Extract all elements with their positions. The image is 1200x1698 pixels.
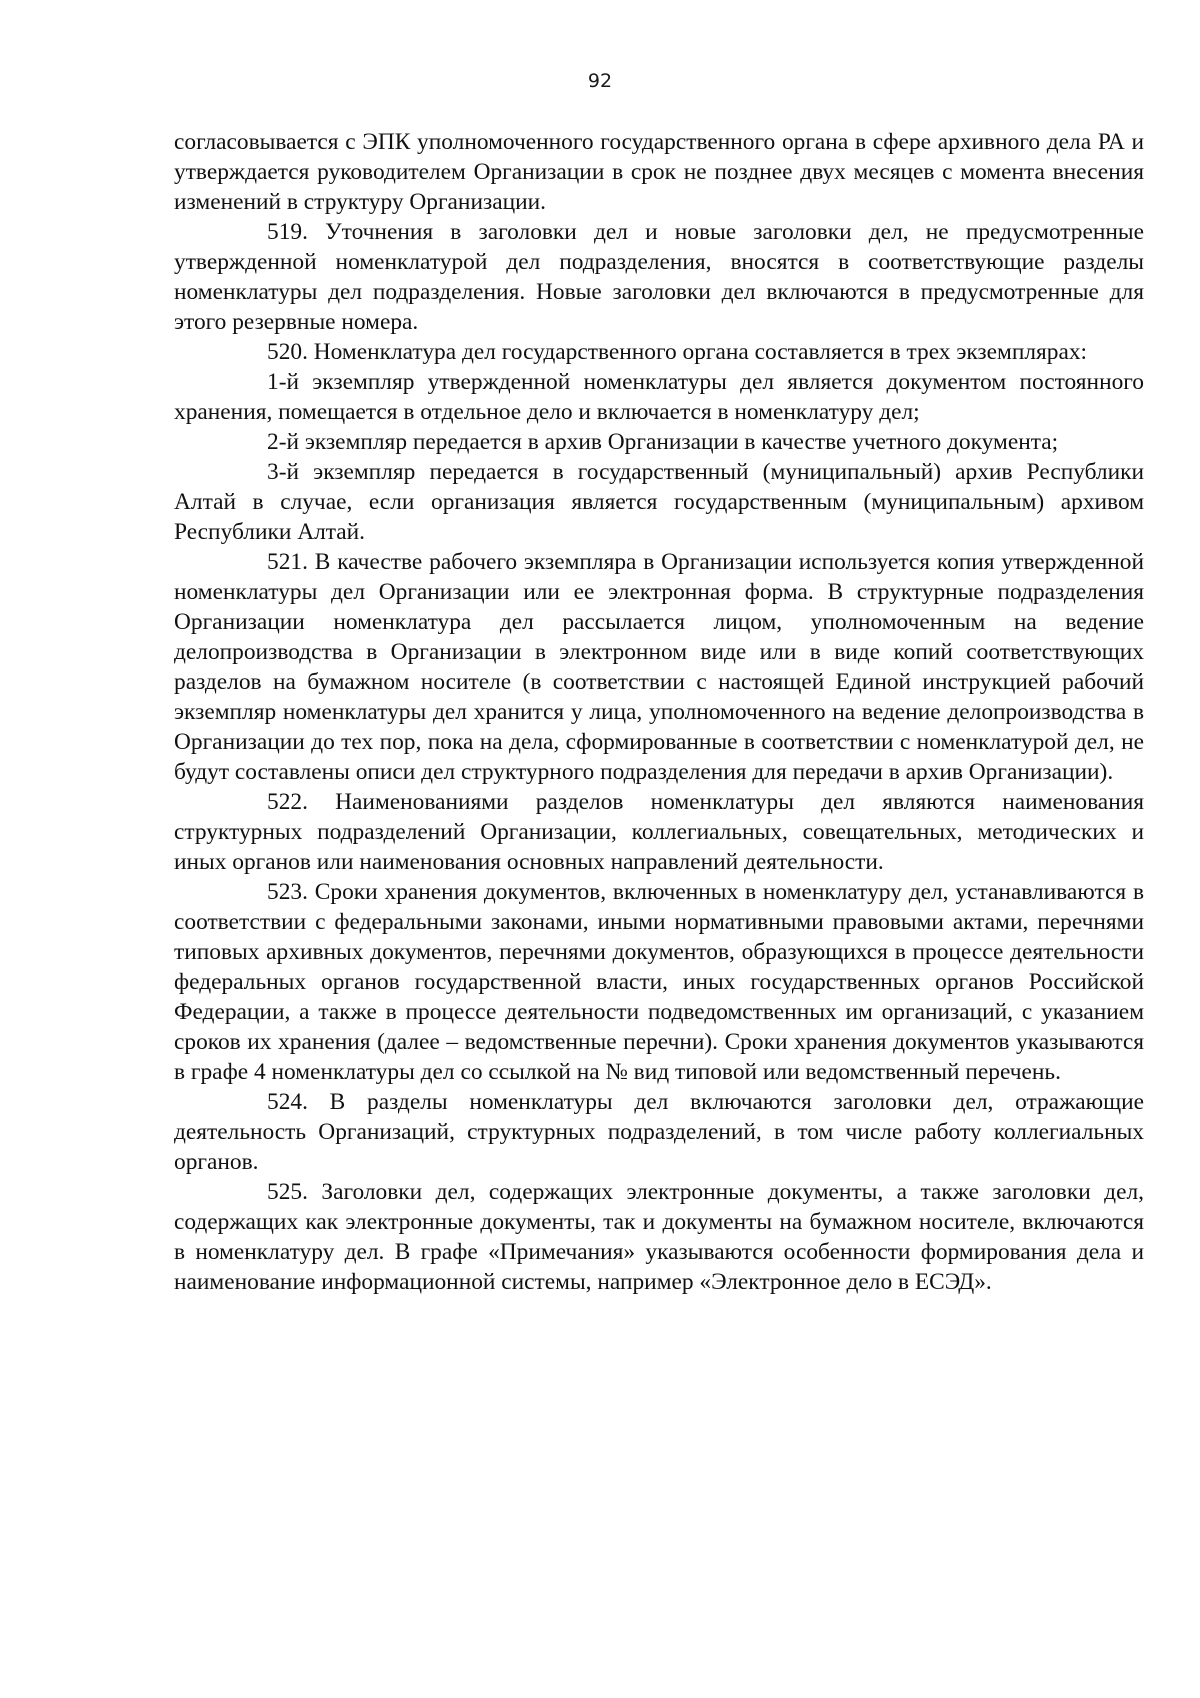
document-body <box>174 127 1144 1297</box>
paragraph-520: 520. Номенклатура дел государственного органа составляется в трех экземплярах: <box>267 339 1088 365</box>
paragraph-520-copy-2: 2-й экземпляр передается в архив Организации в качестве учетного документа; <box>267 429 1059 455</box>
paragraph-519: 519. Уточнения в заголовки дел и новые заголовки дел, не предусмотренные утвержденной номенклатурой дел подразделения, вносятся в соответствующие разделы номенклатуры дел подразделения. Новые заголовки дел включаются в предусмотренные для этого резервные номера. <box>174 219 1144 335</box>
paragraph-521: 521. В качестве рабочего экземпляра в Организации используется копия утвержденной номенклатуры дел Организации или ее электронная форма. В структурные подразделения Организации номенклатура дел рассылается лицом, уполномоченным на ведение делопроизводства в Организации в электронном виде или в виде копий соответствующих разделов на бумажном носителе (в соответствии с настоящей Единой инструкцией рабочий экземпляр номенклатуры дел хранится у лица, уполномоченного на ведение делопроизводства в Организации до тех пор, пока на дела, сформированные в соответствии с номенклатурой дел, не будут составлены описи дел структурного подразделения для передачи в архив Организации). <box>174 549 1144 785</box>
paragraph-520-copy-1: 1-й экземпляр утвержденной номенклатуры дел является документом постоянного хранения, помещается в отдельное дело и включается в номенклатуру дел; <box>174 369 1144 425</box>
paragraph-520-copy-3: 3-й экземпляр передается в государственный (муниципальный) архив Республики Алтай в случае, если организация является государственным (муниципальным) архивом Республики Алтай. <box>174 459 1144 545</box>
paragraph-522: 522. Наименованиями разделов номенклатуры дел являются наименования структурных подразделений Организации, коллегиальных, совещательных, методических и иных органов или наименования основных направлений деятельности. <box>174 789 1144 875</box>
paragraph-524: 524. В разделы номенклатуры дел включаются заголовки дел, отражающие деятельность Организаций, структурных подразделений, в том числе работу коллегиальных органов. <box>174 1089 1144 1175</box>
paragraph-525: 525. Заголовки дел, содержащих электронные документы, а также заголовки дел, содержащих как электронные документы, так и документы на бумажном носителе, включаются в номенклатуру дел. В графе «Примечания» указываются особенности формирования дела и наименование информационной системы, например «Электронное дело в ЕСЭД». <box>174 1179 1144 1295</box>
paragraph-continuation: согласовывается с ЭПК уполномоченного государственного органа в сфере архивного дела РА и утверждается руководителем Организации в срок не позднее двух месяцев с момента внесения изменений в структуру Организации. <box>174 129 1144 215</box>
page-number: 92 <box>587 70 613 92</box>
paragraph-523: 523. Сроки хранения документов, включенных в номенклатуру дел, устанавливаются в соответствии с федеральными законами, иными нормативными правовыми актами, перечнями типовых архивных документов, перечнями документов, образующихся в процессе деятельности федеральных органов государственной власти, иных государственных органов Российской Федерации, а также в процессе деятельности подведомственных им организаций, с указанием сроков их хранения (далее – ведомственные перечни). Сроки хранения документов указываются в графе 4 номенклатуры дел со ссылкой на № вид типовой или ведомственный перечень. <box>174 879 1144 1085</box>
